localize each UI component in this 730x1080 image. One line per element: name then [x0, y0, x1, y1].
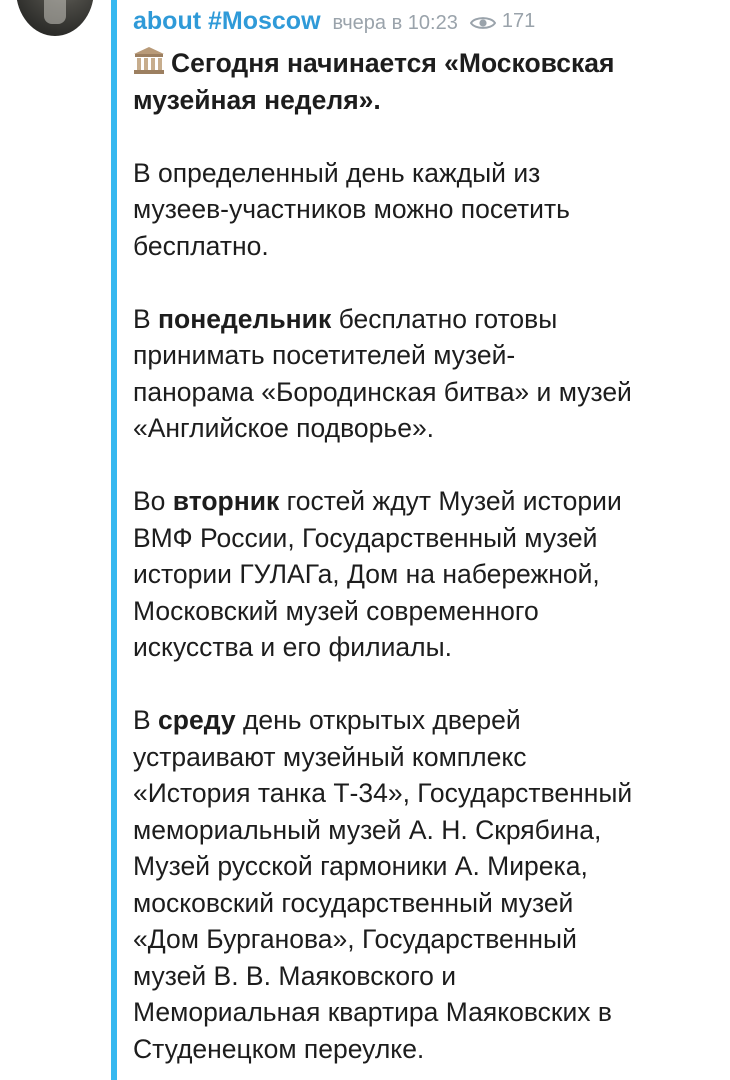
text-prefix: В — [133, 705, 159, 735]
text-line: панорама «Бородинская битва» и музей — [133, 376, 632, 407]
views-count: 171 — [501, 9, 536, 32]
text-line: музеев-участников можно посетить — [133, 194, 570, 224]
quote-accent-bar — [111, 0, 117, 1080]
post-title — [133, 45, 723, 118]
paragraph-wednesday — [133, 702, 723, 1067]
weekday-tuesday: вторник — [172, 486, 280, 516]
text-line — [133, 702, 723, 739]
text-line: Мемориальная квартира Маяковских в — [133, 997, 612, 1027]
text-line: истории ГУЛАГа, Дом на набережной, — [133, 559, 600, 589]
text-line: В определенный день каждый из — [133, 157, 541, 188]
title-line-1 — [133, 45, 723, 82]
title-text-1: Сегодня начинается «Московская — [171, 48, 615, 78]
text-line: бесплатно. — [133, 230, 269, 261]
message-body — [133, 45, 723, 1067]
text-line: московский государственный музей — [133, 887, 574, 918]
text-rest: день открытых дверей — [235, 705, 521, 735]
text-rest: бесплатно готовы — [331, 303, 558, 334]
text-line: Студенецком переулке. — [133, 1033, 425, 1064]
text-line: устраивают музейный комплекс — [133, 741, 527, 772]
weekday-monday: понедельник — [158, 303, 332, 334]
classical-building-icon — [133, 46, 165, 76]
title-line-2: музейная неделя». — [133, 84, 381, 115]
text-line: «Английское подворье». — [133, 413, 435, 443]
text-line: мемориальный музей А. Н. Скрябина, — [133, 814, 602, 845]
text-line: Музей русской гармоники А. Мирека, — [133, 851, 588, 881]
message-header — [133, 7, 535, 41]
message-timestamp: вчера в 10:23 — [332, 12, 458, 34]
text-line — [133, 301, 723, 338]
channel-avatar[interactable] — [16, 0, 94, 36]
paragraph-monday — [133, 301, 723, 447]
paragraph-intro — [133, 155, 723, 265]
avatar-figure — [44, 0, 66, 24]
text-prefix: В — [133, 303, 159, 334]
text-line: «Дом Бурганова», Государственный — [133, 924, 577, 954]
text-line: искусства и его филиалы. — [133, 632, 452, 662]
views-counter — [470, 10, 535, 33]
text-line: принимать посетителей музей- — [133, 340, 516, 370]
text-line — [133, 483, 723, 520]
text-prefix: Во — [133, 486, 173, 516]
text-line: ВМФ России, Государственный музей — [133, 522, 598, 553]
eye-icon — [470, 15, 496, 31]
paragraph-tuesday — [133, 483, 723, 666]
weekday-wednesday: среду — [158, 705, 236, 735]
text-rest: гостей ждут Музей истории — [279, 486, 622, 516]
text-line: музей В. В. Маяковского и — [133, 960, 457, 991]
channel-name-link[interactable]: about #Moscow — [133, 7, 321, 35]
text-line: Московский музей современного — [133, 595, 539, 626]
text-line: «История танка Т-34», Государственный — [133, 778, 633, 808]
